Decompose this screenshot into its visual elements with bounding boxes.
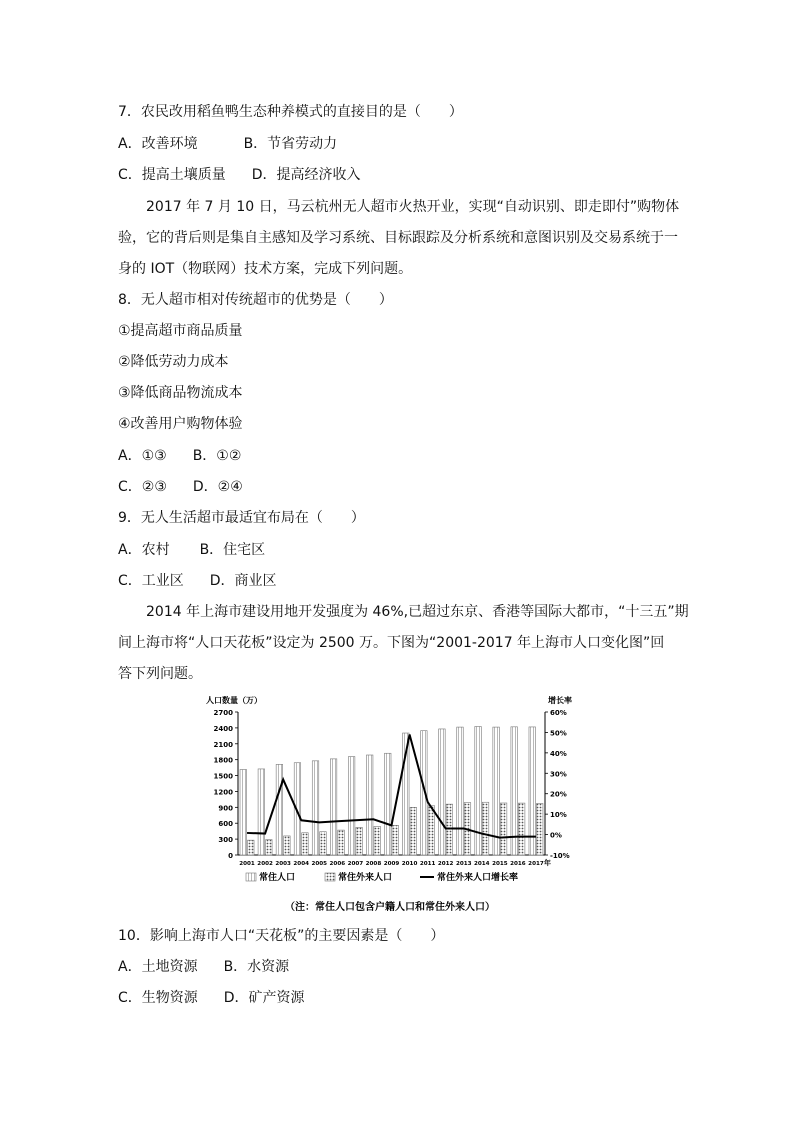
passage2-line1: 2014 年上海市建设用地开发强度为 46%,已超过东京、香港等国际大都市，“十三五”期 [146,604,689,620]
legend-swatch-migrant [325,873,335,881]
x-tick-label: 2007 [347,861,364,867]
y2-tick-label: 60% [550,709,567,717]
q8-options-cd [118,478,243,496]
q7-option-a[interactable]: A．改善环境 [118,136,198,152]
bar-migrant-population [302,833,309,855]
x-tick-label: 2014 [474,861,490,867]
bar-migrant-population [536,804,543,855]
passage1-line3: 身的 IOT（物联网）技术方案，完成下列问题。 [118,261,413,277]
q7-stem: 7．农民改用稻鱼鸭生态种养模式的直接目的是（ ） [118,104,463,120]
q10-option-b[interactable]: B．水资源 [223,959,290,975]
q10-options-ab [118,958,289,976]
q10-stem: 10．影响上海市人口“天花板”的主要因素是（ ） [118,928,445,944]
chart-legend [246,871,518,883]
y2-tick-label: 50% [550,729,567,738]
x-tick-label: 2002 [257,861,273,867]
legend-label-growth: 常住外来人口增长率 [437,873,519,883]
q8-option-c[interactable]: C．②③ [118,479,167,495]
y2-tick-label: -10% [550,852,570,860]
q8-statement-3: ③降低商品物流成本 [118,385,243,401]
bar-migrant-population [518,803,525,855]
y2-tick-label: 40% [550,749,567,758]
legend-swatch-resident [246,873,256,881]
q9-options-ab [118,541,265,559]
passage1-line1: 2017 年 7 月 10 日，马云杭州无人超市火热开业，实现“自动识别、即走即付”购物体 [146,199,680,215]
bar-migrant-population [284,836,291,855]
bar-migrant-population [446,804,453,855]
bar-resident-population [240,770,247,855]
y-tick-label: 1500 [213,772,233,781]
q7-option-d[interactable]: D．提高经济收入 [251,167,361,183]
q8-option-a[interactable]: A．①③ [118,448,167,464]
x-tick-label: 2012 [437,861,454,867]
bar-migrant-population [500,803,507,855]
x-tick-label: 2003 [275,861,291,867]
y-tick-label: 1800 [213,756,233,765]
population-chart [200,692,580,917]
q8-statement-1: ①提高超市商品质量 [118,323,243,339]
bar-resident-population [475,727,482,855]
x-tick-label: 2015 [492,861,508,867]
passage1-line2: 验，它的背后则是集自主感知及学习系统、目标跟踪及分析系统和意图识别及交易系统于一 [118,230,678,246]
x-tick-label: 2011 [419,861,436,867]
bar-migrant-population [248,840,255,855]
q7-options-cd [118,166,361,184]
passage2-line3: 答下列问题。 [118,666,202,682]
q8-statement-2: ②降低劳动力成本 [118,354,229,370]
y-axis-label: 人口数量（万） [206,696,262,705]
y2-axis-label: 增长率 [548,696,572,705]
legend-label-resident: 常住人口 [259,873,296,883]
x-tick-label: 2010 [401,861,418,867]
y2-tick-label: 0% [550,831,562,840]
bar-migrant-population [428,806,435,855]
x-unit-label: 年 [544,859,551,867]
bar-resident-population [330,759,337,855]
bar-resident-population [258,769,265,855]
x-tick-label: 2004 [293,861,309,867]
q8-statement-4: ④改善用户购物体验 [118,416,243,432]
y-tick-label: 2400 [213,724,233,733]
bar-migrant-population [392,825,399,855]
bar-resident-population [439,729,446,855]
y-tick-label: 900 [218,804,233,813]
y2-tick-label: 20% [550,790,567,799]
q9-option-a[interactable]: A．农村 [118,542,170,558]
bar-migrant-population [410,807,417,855]
bar-resident-population [366,755,373,855]
x-tick-label: 2017 [528,861,544,867]
x-tick-label: 2009 [383,861,400,867]
q8-options-ab [118,447,241,465]
bar-migrant-population [482,802,489,855]
bar-resident-population [384,753,391,855]
y2-tick-label: 30% [550,770,567,779]
q7-option-c[interactable]: C．提高土壤质量 [118,167,226,183]
y-tick-label: 300 [218,836,233,845]
y-tick-label: 2700 [213,709,233,717]
bar-resident-population [276,764,283,855]
bar-migrant-population [320,832,327,855]
q9-option-d[interactable]: D．商业区 [209,573,277,589]
bar-migrant-population [338,830,345,855]
x-tick-label: 2008 [365,861,382,867]
bar-resident-population [348,757,355,855]
bar-resident-population [312,761,319,855]
y-tick-label: 2100 [213,740,233,749]
y-tick-label: 0 [228,852,233,860]
y2-tick-label: 10% [550,811,567,820]
legend-label-migrant: 常住外来人口 [338,873,393,883]
q9-options-cd [118,572,277,590]
x-tick-label: 2006 [329,861,346,867]
y-tick-label: 1200 [213,788,233,797]
q10-option-d[interactable]: D．矿产资源 [223,990,305,1006]
passage2-line2: 间上海市将“人口天花板”设定为 2500 万。下图为“2001-2017 年上海市人口变化图”回 [118,635,665,651]
bar-migrant-population [266,840,273,855]
bar-migrant-population [374,826,381,855]
chart-note: （注：常住人口包含户籍人口和常住外来人口） [285,902,495,913]
q10-option-c[interactable]: C．生物资源 [118,990,198,1006]
bar-resident-population [457,727,464,855]
q7-options-ab [118,135,337,153]
q7-option-b[interactable]: B．节省劳动力 [243,136,338,152]
q10-option-a[interactable]: A．土地资源 [118,959,198,975]
q9-option-c[interactable]: C．工业区 [118,573,184,589]
q8-option-b[interactable]: B．①② [192,448,242,464]
x-tick-label: 2001 [239,861,255,867]
q8-option-d[interactable]: D．②④ [192,479,243,495]
y-tick-label: 600 [218,820,233,829]
x-tick-label: 2016 [510,861,526,867]
x-tick-label: 2013 [455,861,472,867]
q10-options-cd [118,989,305,1007]
x-tick-label: 2005 [311,861,328,867]
q9-option-b[interactable]: B．住宅区 [199,542,266,558]
q9-stem: 9．无人生活超市最适宜布局在（ ） [118,510,365,526]
bar-migrant-population [356,827,363,855]
q8-stem: 8．无人超市相对传统超市的优势是（ ） [118,292,393,308]
